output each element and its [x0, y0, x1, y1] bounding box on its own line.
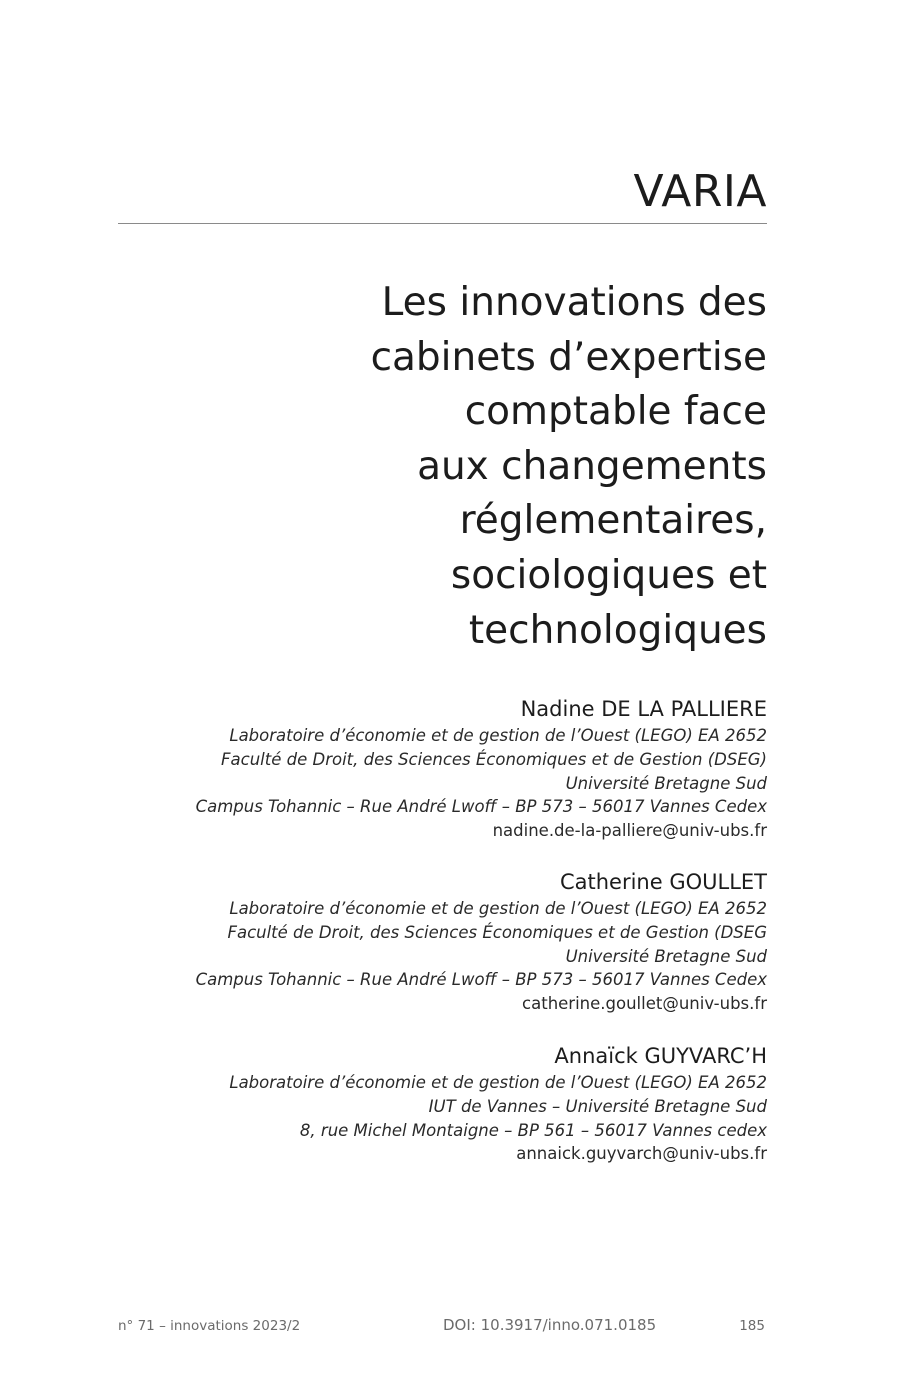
author-email[interactable]: catherine.goullet@univ-ubs.fr [522, 994, 767, 1014]
author-name: Nadine DE LA PALLIERE [520, 697, 767, 721]
article-title [207, 276, 767, 658]
title-line: Les innovations des [381, 280, 767, 325]
author-email[interactable]: nadine.de-la-palliere@univ-ubs.fr [492, 821, 767, 841]
author-block-3 [107, 1041, 767, 1166]
author-name: Catherine GOULLET [559, 870, 767, 894]
author-block-1 [107, 694, 767, 843]
title-line: cabinets d’expertise [370, 334, 767, 380]
affiliation-line: Laboratoire d’économie et de gestion de l’Ouest (LEGO) EA 2652 [229, 1073, 767, 1092]
title-line: sociologiques et [450, 552, 767, 598]
affiliation-line: Laboratoire d’économie et de gestion de l’Ouest (LEGO) EA 2652 [229, 899, 767, 918]
page-number: 185 [739, 1318, 765, 1334]
title-line: réglementaires, [459, 498, 767, 544]
header-divider [118, 223, 767, 224]
affiliation-line: IUT de Vannes – Université Bretagne Sud [428, 1096, 767, 1116]
footer-doi[interactable]: DOI: 10.3917/inno.071.0185 [443, 1316, 657, 1334]
section-label: VARIA [633, 166, 767, 217]
title-line: comptable face [464, 389, 767, 435]
author-block-2 [107, 867, 767, 1016]
affiliation-line: Université Bretagne Sud [565, 773, 767, 793]
affiliation-line: Laboratoire d’économie et de gestion de l’Ouest (LEGO) EA 2652 [229, 726, 767, 745]
footer-issue: n° 71 – innovations 2023/2 [118, 1318, 301, 1334]
title-line: aux changements [417, 443, 767, 489]
affiliation-line: Campus Tohannic – Rue André Lwoff – BP 573 – 56017 Vannes Cedex [195, 970, 767, 990]
title-line: technologiques [468, 607, 767, 653]
affiliation-line: Faculté de Droit, des Sciences Économiques et de Gestion (DSEG) [221, 749, 767, 769]
affiliation-line: Université Bretagne Sud [565, 946, 767, 966]
affiliation-line: Faculté de Droit, des Sciences Économiques et de Gestion (DSEG [227, 922, 767, 942]
affiliation-line: 8, rue Michel Montaigne – BP 561 – 56017 Vannes cedex [299, 1120, 767, 1140]
author-name: Annaïck GUYVARC’H [554, 1044, 767, 1068]
affiliation-line: Campus Tohannic – Rue André Lwoff – BP 573 – 56017 Vannes Cedex [195, 797, 767, 817]
author-email[interactable]: annaick.guyvarch@univ-ubs.fr [516, 1144, 767, 1164]
